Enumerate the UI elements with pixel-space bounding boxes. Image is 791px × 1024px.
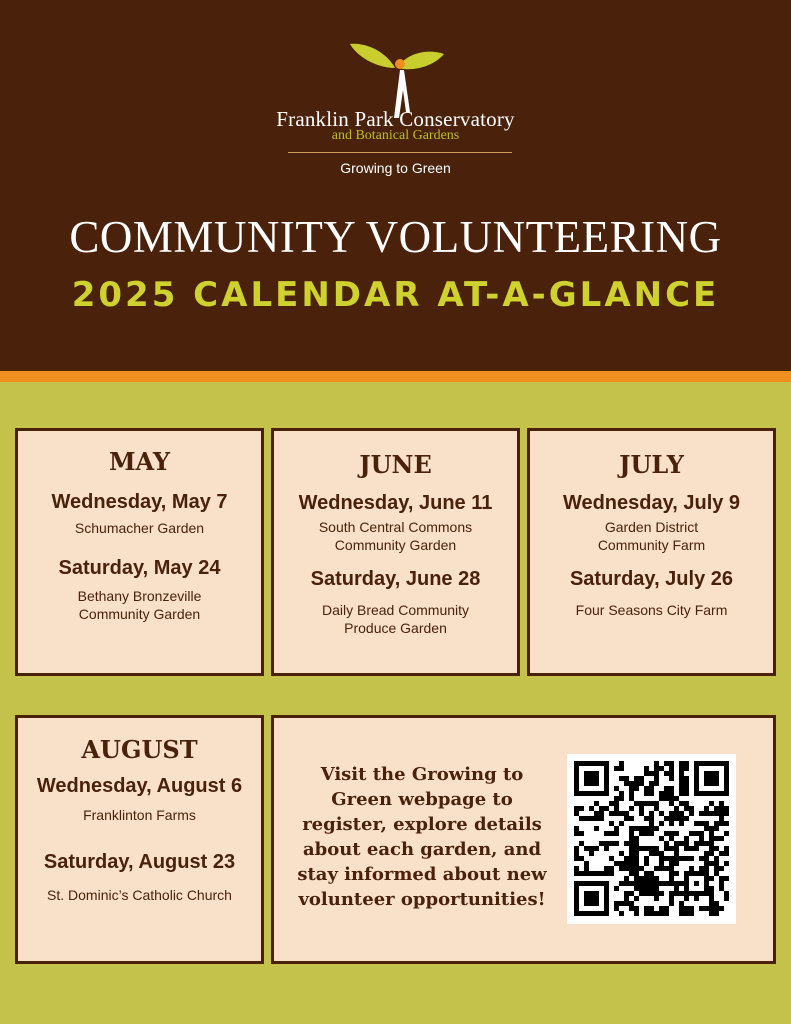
page-subtitle: 2025 CALENDAR AT-A-GLANCE	[71, 275, 720, 315]
event-date: Saturday, June 28	[310, 568, 481, 590]
event-date: Wednesday, June 11	[298, 492, 493, 514]
accent-divider	[0, 371, 791, 382]
qr-code-icon	[574, 761, 729, 916]
tagline: Growing to Green	[340, 160, 451, 176]
event-date: Wednesday, May 7	[51, 491, 228, 513]
month-card-may	[15, 428, 264, 676]
event-location: Schumacher Garden	[74, 520, 205, 536]
org-divider	[288, 152, 512, 153]
month-title: MAY	[108, 447, 171, 476]
qr-code[interactable]	[567, 754, 736, 924]
event-date: Saturday, July 26	[569, 568, 734, 590]
event-location: South Central Commons Community Garden	[318, 519, 473, 553]
event-location: Bethany Bronzeville Community Garden	[77, 588, 202, 622]
header-banner	[0, 0, 791, 371]
page-title: COMMUNITY VOLUNTEERING	[69, 212, 722, 262]
event-date: Wednesday, August 6	[36, 775, 243, 797]
event-location: Four Seasons City Farm	[575, 602, 728, 618]
event-date: Saturday, August 23	[43, 851, 236, 873]
event-location: Franklinton Farms	[83, 807, 196, 823]
event-location: Daily Bread Community Produce Garden	[321, 602, 470, 636]
month-title: JULY	[619, 450, 684, 479]
event-location: Garden District Community Farm	[597, 519, 706, 553]
month-card-july	[527, 428, 776, 676]
month-card-august	[15, 715, 264, 964]
month-title: JUNE	[359, 450, 432, 479]
month-title: AUGUST	[81, 735, 198, 764]
event-date: Saturday, May 24	[58, 557, 221, 579]
org-name: Franklin Park Conservatory	[276, 107, 515, 131]
event-date: Wednesday, July 9	[562, 492, 741, 514]
org-subtitle: and Botanical Gardens	[331, 128, 460, 143]
event-location: St. Dominic’s Catholic Church	[47, 887, 232, 903]
month-card-june	[271, 428, 520, 676]
promo-text: Visit the Growing to Green webpage to register, explore details about each garden, and stay informed about new volunteer opportunities!	[297, 764, 547, 910]
